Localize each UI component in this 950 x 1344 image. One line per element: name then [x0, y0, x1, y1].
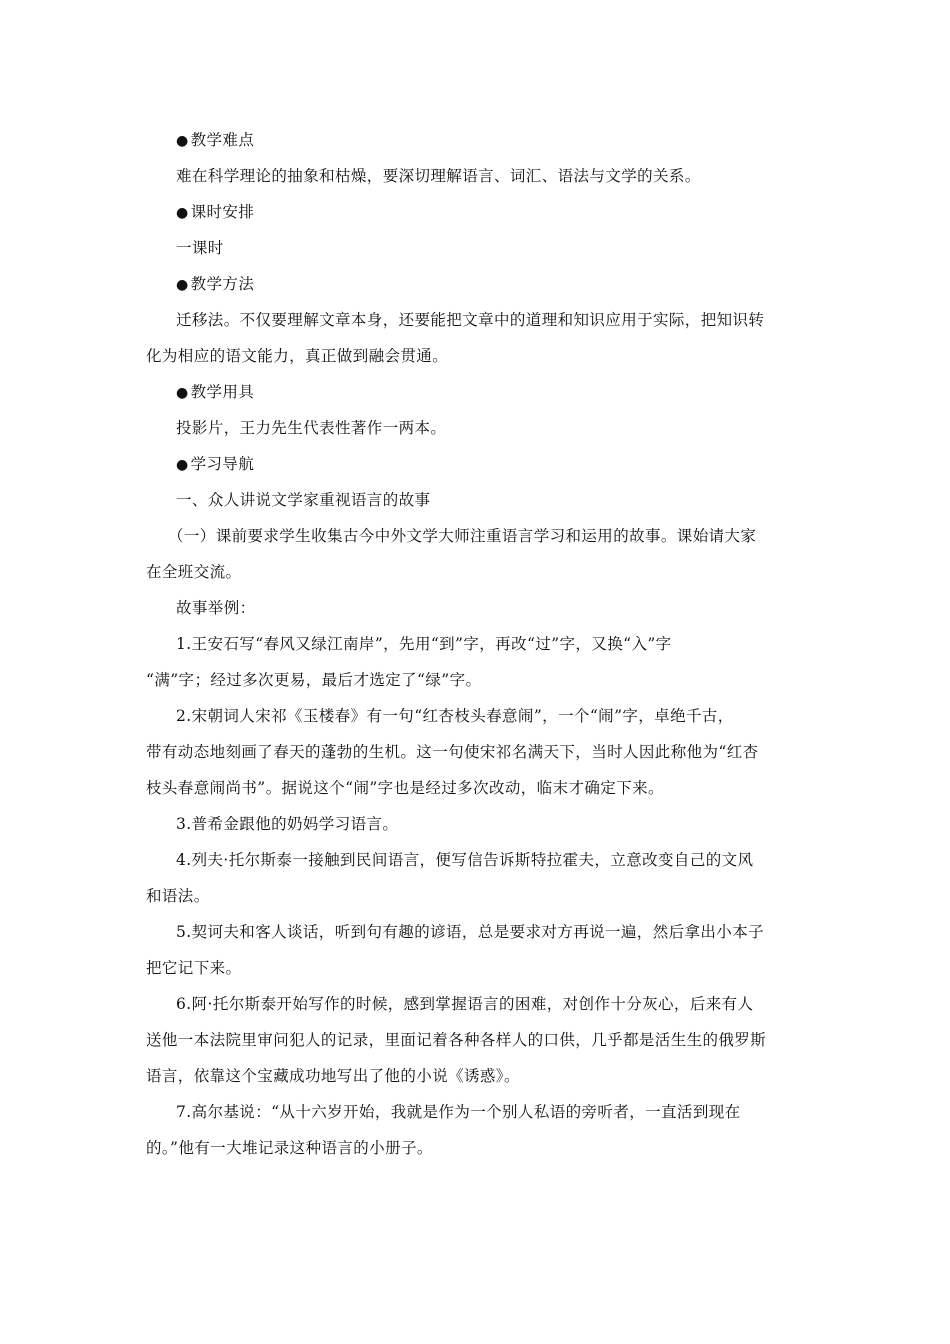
- example-6-line3: 语言，依靠这个宝藏成功地写出了他的小说《诱惑》。: [146, 1067, 520, 1085]
- paragraph-method-line2: 化为相应的语文能力，真正做到融会贯通。: [146, 347, 449, 365]
- bullet-icon: ●: [176, 457, 189, 473]
- paragraph-method-line1: 迁移法。不仅要理解文章本身，还要能把文章中的道理和知识应用于实际，把知识转: [176, 311, 765, 329]
- example-1-line1: 1.王安石写“春风又绿江南岸”，先用“到”字，再改“过”字，又换“入”字: [176, 635, 672, 653]
- heading-difficulty: [146, 122, 806, 158]
- paragraph-tools: 投影片，王力先生代表性著作一两本。: [176, 419, 447, 437]
- example-7-line1: 7.高尔基说：“从十六岁开始，我就是作为一个别人私语的旁听者，一直活到现在: [176, 1103, 741, 1121]
- example-7-line2: 的。”他有一大堆记录这种语言的小册子。: [146, 1139, 433, 1157]
- document-page: [146, 122, 806, 1166]
- heading-tools: [146, 374, 806, 410]
- heading-schedule: [146, 194, 806, 230]
- heading-text: 学习导航: [190, 455, 255, 473]
- paragraph-schedule: 一课时: [176, 239, 224, 257]
- example-4-line2: 和语法。: [146, 887, 210, 905]
- example-5-line2: 把它记下来。: [146, 959, 242, 977]
- example-2-line1: 2.宋朝词人宋祁《玉楼春》有一句“红杏枝头春意闹”，一个“闹”字，卓绝千古，: [176, 707, 734, 725]
- example-6-line1: 6.阿·托尔斯泰开始写作的时候，感到掌握语言的困难，对创作十分灰心，后来有人: [176, 995, 754, 1013]
- example-4-line1: 4.列夫·托尔斯泰一接触到民间语言，便写信告诉斯特拉霍夫，立意改变自己的文风: [176, 851, 754, 869]
- subheading-part1: 一、众人讲说文学家重视语言的故事: [176, 491, 431, 509]
- example-6-line2: 送他一本法院里审问犯人的记录，里面记着各种各样人的口供，几乎都是活生生的俄罗斯: [146, 1031, 767, 1049]
- paragraph-sub1-line1: （一）课前要求学生收集古今中外文学大师注重语言学习和运用的故事。课始请大家: [168, 527, 757, 545]
- bullet-icon: ●: [176, 205, 189, 221]
- heading-text: 教学用具: [190, 383, 255, 401]
- example-5-line1: 5.契诃夫和客人谈话，听到句有趣的谚语，总是要求对方再说一遍，然后拿出小本子: [176, 923, 764, 941]
- example-2-line2: 带有动态地刻画了春天的蓬勃的生机。这一句使宋祁名满天下，当时人因此称他为“红杏: [146, 743, 759, 761]
- heading-text: 课时安排: [190, 203, 255, 221]
- paragraph-difficulty: 难在科学理论的抽象和枯燥，要深切理解语言、词汇、语法与文学的关系。: [176, 167, 701, 185]
- example-2-line3: 枝头春意闹尚书”。据说这个“闹”字也是经过多次改动，临末才确定下来。: [146, 779, 664, 797]
- heading-method: [146, 266, 806, 302]
- paragraph-sub1-line2: 在全班交流。: [146, 563, 242, 581]
- bullet-icon: ●: [176, 133, 189, 149]
- bullet-icon: ●: [176, 277, 189, 293]
- examples-label: 故事举例：: [176, 599, 256, 617]
- heading-text: 教学方法: [190, 275, 255, 293]
- bullet-icon: ●: [176, 385, 189, 401]
- example-1-line2: “满”字；经过多次更易，最后才选定了“绿”字。: [146, 671, 482, 689]
- example-3-line1: 3.普希金跟他的奶妈学习语言。: [176, 815, 399, 833]
- heading-guide: [146, 446, 806, 482]
- heading-text: 教学难点: [190, 131, 255, 149]
